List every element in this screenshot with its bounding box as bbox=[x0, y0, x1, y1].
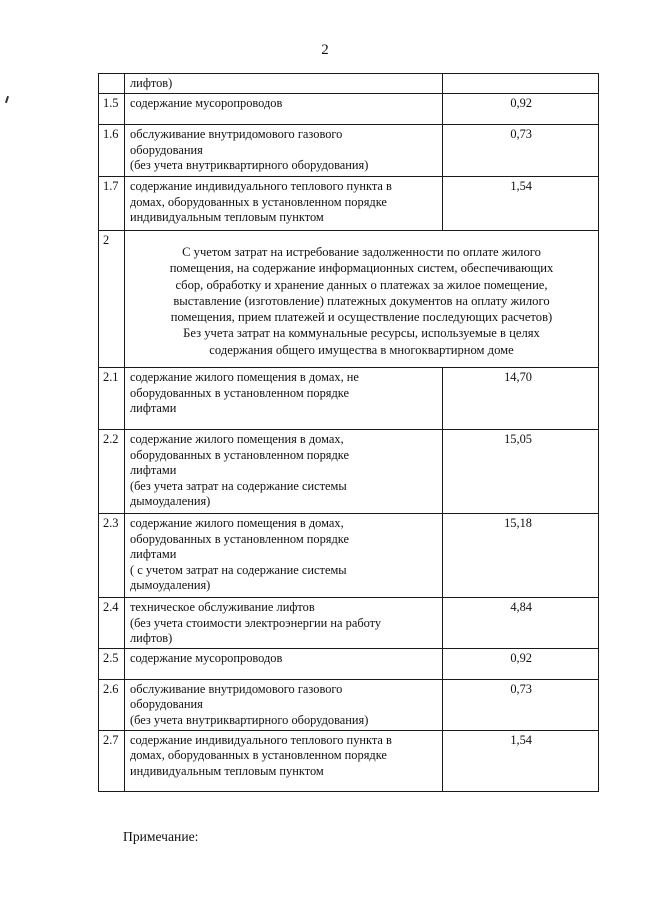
description-line: оборудования bbox=[130, 697, 203, 711]
table-row bbox=[99, 177, 599, 231]
row-description bbox=[125, 679, 443, 730]
row-description bbox=[125, 368, 443, 430]
tariff-table bbox=[98, 73, 599, 792]
row-description bbox=[125, 598, 443, 649]
table-row bbox=[99, 368, 599, 430]
description-line: содержание мусоропроводов bbox=[130, 650, 283, 665]
description-line: содержание мусоропроводов bbox=[130, 96, 283, 110]
row-number: 2.6 bbox=[99, 679, 125, 730]
section-2-header bbox=[99, 231, 599, 368]
description-line: оборудованных в установленном порядке bbox=[130, 447, 350, 462]
row-value: 0,92 bbox=[443, 648, 599, 679]
description-line: содержание жилого помещения в домах, bbox=[130, 516, 344, 530]
description-line: оборудованных в установленном порядке bbox=[130, 385, 350, 400]
table-row bbox=[99, 125, 599, 177]
table-row bbox=[99, 679, 599, 730]
description-line: содержание жилого помещения в домах, bbox=[130, 432, 344, 446]
row-value: 0,92 bbox=[443, 94, 599, 125]
row-number: 2.1 bbox=[99, 368, 125, 430]
row-number: 1.7 bbox=[99, 177, 125, 231]
scan-mark bbox=[5, 96, 9, 103]
description-line: лифтами bbox=[130, 463, 177, 477]
table-row bbox=[99, 598, 599, 649]
row-value: 0,73 bbox=[443, 125, 599, 177]
row-description bbox=[125, 730, 443, 791]
description-line: индивидуальным тепловым пунктом bbox=[130, 763, 324, 778]
table-row bbox=[99, 430, 599, 514]
row-description bbox=[125, 125, 443, 177]
table-row bbox=[99, 94, 599, 125]
row-description bbox=[125, 177, 443, 231]
section-line: сбор, обработку и хранение данных о платежах за жилое помещение, bbox=[175, 277, 548, 292]
row-description bbox=[125, 648, 443, 679]
description-line: обслуживание внутридомового газового bbox=[130, 127, 343, 141]
description-line: (без учета внутриквартирного оборудования) bbox=[130, 712, 369, 727]
table-row bbox=[99, 730, 599, 791]
row-number: 2.5 bbox=[99, 648, 125, 679]
table-row bbox=[99, 648, 599, 679]
row-value: 14,70 bbox=[443, 368, 599, 430]
row-number: 1.6 bbox=[99, 125, 125, 177]
section-line: выставление (изготовление) платежных документов на оплату жилого bbox=[173, 293, 550, 308]
description-line: дымоудаления) bbox=[130, 494, 211, 508]
description-line: домах, оборудованных в установленном порядке bbox=[130, 748, 387, 762]
description-line: индивидуальным тепловым пунктом bbox=[130, 210, 324, 224]
row-number: 2.2 bbox=[99, 430, 125, 514]
section-line: Без учета затрат на коммунальные ресурсы, используемые в целях bbox=[183, 326, 540, 341]
description-line: содержание жилого помещения в домах, не bbox=[130, 370, 359, 384]
description-line: ( с учетом затрат на содержание системы bbox=[130, 562, 347, 577]
note-label: Примечание: bbox=[123, 829, 199, 844]
description-line: техническое обслуживание лифтов bbox=[130, 600, 315, 614]
row-value: 1,54 bbox=[443, 730, 599, 791]
description-line: лифтами bbox=[130, 401, 177, 415]
description-line: лифтов) bbox=[130, 631, 173, 645]
row-value bbox=[443, 74, 599, 94]
section-line: помещения, прием платежей и осуществление последующих расчетов) bbox=[170, 310, 553, 325]
row-number: 1.5 bbox=[99, 94, 125, 125]
row-description bbox=[125, 94, 443, 125]
row-description bbox=[125, 430, 443, 514]
row-number: 2.4 bbox=[99, 598, 125, 649]
table-body-top bbox=[99, 74, 599, 231]
description-line: обслуживание внутридомового газового bbox=[130, 681, 343, 696]
row-number: 2.7 bbox=[99, 730, 125, 791]
row-description bbox=[125, 74, 443, 94]
section-description bbox=[125, 231, 599, 368]
description-line: лифтов) bbox=[130, 76, 173, 90]
description-line: оборудованных в установленном порядке bbox=[130, 531, 350, 546]
row-value: 15,05 bbox=[443, 430, 599, 514]
description-line: (без учета затрат на содержание системы bbox=[130, 478, 347, 493]
description-line: содержание индивидуального теплового пункта в bbox=[130, 179, 392, 193]
row-value: 4,84 bbox=[443, 598, 599, 649]
section-line: помещения, на содержание информационных систем, обеспечивающих bbox=[169, 261, 554, 276]
page-number: 2 bbox=[321, 42, 329, 58]
description-line: (без учета внутриквартирного оборудования) bbox=[130, 158, 369, 172]
description-line: лифтами bbox=[130, 547, 177, 561]
table-row bbox=[99, 514, 599, 598]
section-number: 2 bbox=[99, 231, 125, 368]
section-row bbox=[99, 231, 599, 368]
description-line: домах, оборудованных в установленном порядке bbox=[130, 194, 387, 209]
section-line: содержания общего имущества в многоквартирном доме bbox=[209, 342, 514, 357]
description-line: содержание индивидуального теплового пункта в bbox=[130, 732, 392, 747]
row-value: 0,73 bbox=[443, 679, 599, 730]
row-number: 2.3 bbox=[99, 514, 125, 598]
row-value: 1,54 bbox=[443, 177, 599, 231]
table-body-bottom bbox=[99, 368, 599, 792]
row-value: 15,18 bbox=[443, 514, 599, 598]
description-line: (без учета стоимости электроэнергии на работу bbox=[130, 615, 382, 630]
row-description bbox=[125, 514, 443, 598]
description-line: оборудования bbox=[130, 142, 203, 157]
table-row bbox=[99, 74, 599, 94]
row-number bbox=[99, 74, 125, 94]
section-line: С учетом затрат на истребование задолженности по оплате жилого bbox=[182, 245, 541, 259]
description-line: дымоудаления) bbox=[130, 578, 211, 592]
